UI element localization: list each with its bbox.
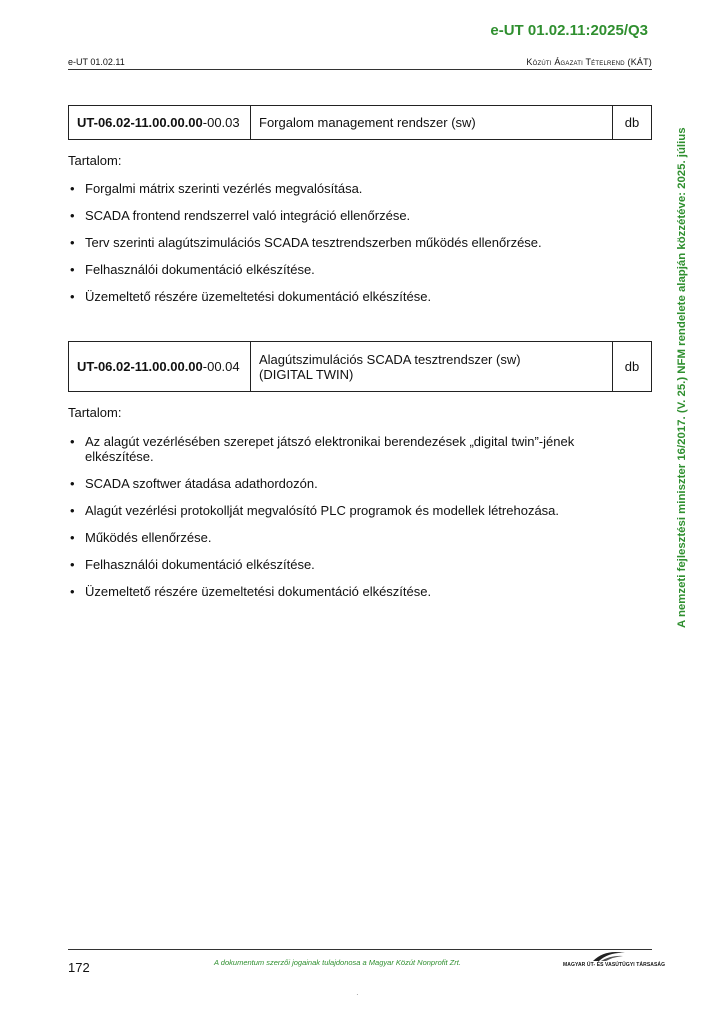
content-list-00-04 [68, 434, 628, 611]
content-list-00-03 [68, 181, 628, 316]
item-unit: db [613, 342, 652, 392]
logo-text: MAGYAR ÚT- ÉS VASÚTÜGYI TÁRSASÁG [563, 962, 666, 968]
header-right-title: Közúti Ágazati Tételrend (KÁT) [526, 57, 652, 67]
item-table-00-04 [68, 341, 652, 392]
item-table-00-03 [68, 105, 652, 140]
list-item: • Terv szerinti alagútszimulációs SCADA tesztrendszerben működés ellenőrzése. [70, 235, 542, 250]
road-swoosh-logo-icon [591, 950, 627, 962]
list-item: • Működés ellenőrzése. [70, 530, 212, 545]
list-item: • Alagút vezérlési protokollját megvalósító PLC programok és modellek létrehozása. [70, 503, 560, 518]
item-code: UT-06.02-11.00.00.00-00.04 [69, 342, 251, 392]
item-title: Forgalom management rendszer (sw) [251, 106, 613, 140]
side-publication-note: A nemzeti fejlesztési miniszter 16/2017. (V. 25.) NFM rendelete alapján közzétéve: 2025. július [676, 127, 688, 628]
list-item: • Üzemeltető részére üzemeltetési dokumentáció elkészítése. [70, 289, 432, 304]
decorative-dot: · [356, 990, 359, 999]
list-item: • Forgalmi mátrix szerinti vezérlés megvalósítása. [70, 181, 363, 196]
footer-copyright: A dokumentum szerzői jogainak tulajdonosa a Magyar Közút Nonprofit Zrt. [214, 958, 461, 967]
item-unit: db [613, 106, 652, 140]
company-logo [563, 950, 666, 972]
list-item: • SCADA frontend rendszerrel való integráció ellenőrzése. [70, 208, 411, 223]
header-divider [68, 69, 652, 70]
document-code: e-UT 01.02.11:2025/Q3 [490, 22, 648, 39]
content-label: Tartalom: [68, 153, 122, 168]
list-item: • SCADA szoftwer átadása adathordozón. [70, 476, 318, 491]
list-item: • Az alagút vezérlésében szerepet játszó elektronikai berendezések „digital twin”-jének elkészítése. [70, 434, 575, 464]
page-number: 172 [68, 960, 90, 975]
list-item: • Felhasználói dokumentáció elkészítése. [70, 557, 315, 572]
content-label: Tartalom: [68, 405, 122, 420]
header-left-code: e-UT 01.02.11 [68, 57, 125, 67]
list-item: • Üzemeltető részére üzemeltetési dokumentáció elkészítése. [70, 584, 432, 599]
item-code: UT-06.02-11.00.00.00-00.03 [69, 106, 251, 140]
list-item: • Felhasználói dokumentáció elkészítése. [70, 262, 315, 277]
item-title: Alagútszimulációs SCADA tesztrendszer (sw) (DIGITAL TWIN) [251, 342, 613, 392]
